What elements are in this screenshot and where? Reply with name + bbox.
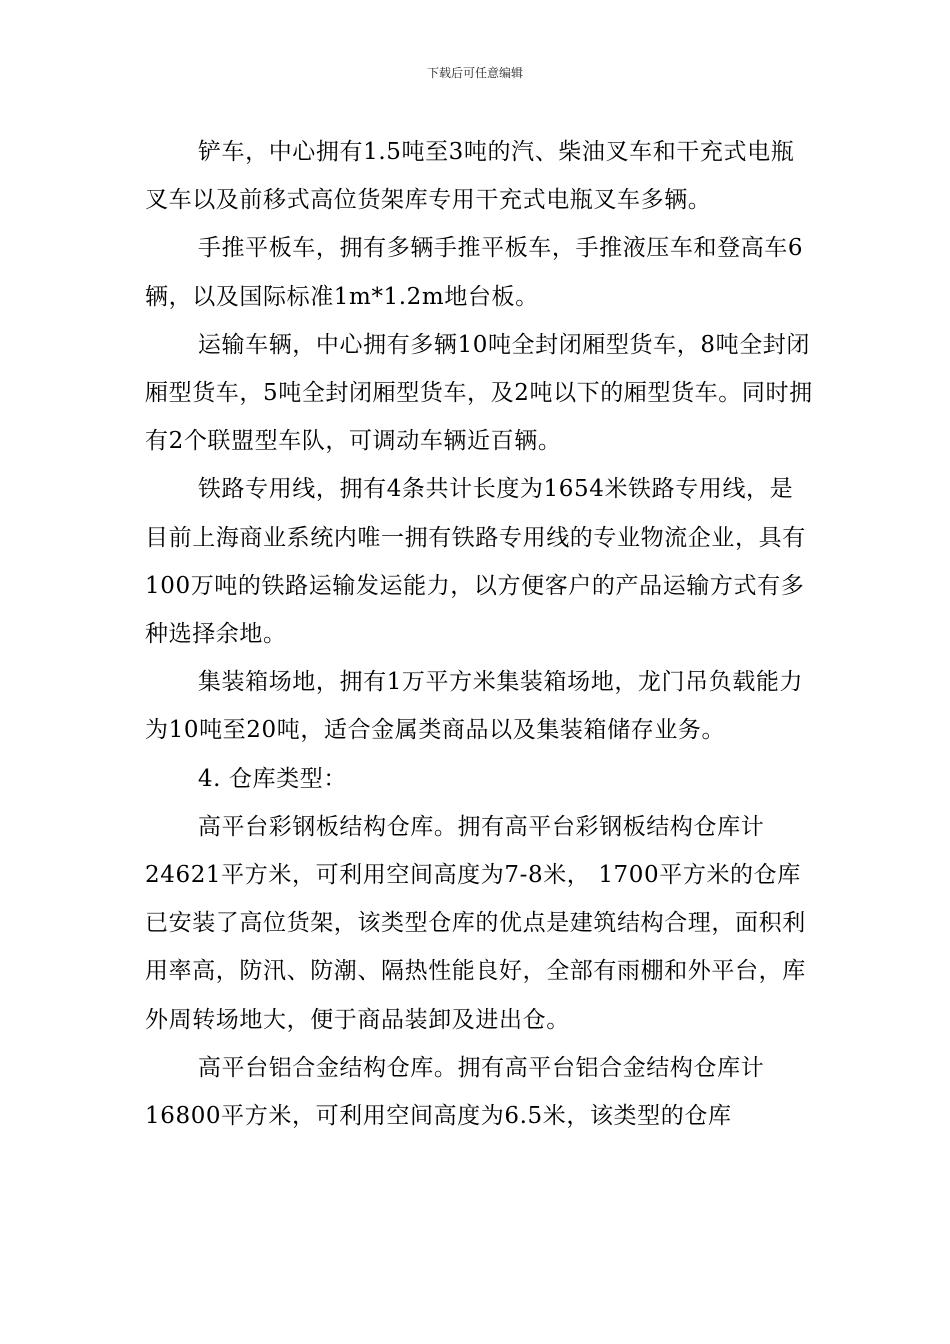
paragraph-container-yard: 集装箱场地，拥有1万平方米集装箱场地，龙门吊负载能力为10吨至20吨，适合金属类商品以及集装箱储存业务。 (145, 669, 804, 744)
paragraph-railway-line: 铁路专用线，拥有4条共计长度为1654米铁路专用线，是目前上海商业系统内唯一拥有铁路专用线的专业物流企业，具有100万吨的铁路运输发运能力，以方便客户的产品运输方式有多种选择余地。 (145, 476, 806, 648)
paragraph-steel-warehouse: 高平台彩钢板结构仓库。拥有高平台彩钢板结构仓库计24621平方米，可利用空间高度为7-8米， 1700平方米的仓库已安装了高位货架，该类型仓库的优点是建筑结构合理，面积利用率高，防汛、防潮、隔热性能良好，全部有雨棚和外平台，库外周转场地大，便于商品装卸及进出仓。 (145, 813, 806, 1033)
section-heading-warehouse-types: 4. 仓库类型： (197, 765, 347, 792)
paragraph-forklift: 铲车，中心拥有1.5吨至3吨的汽、柴油叉车和干充式电瓶叉车以及前移式高位货架库专用干充式电瓶叉车多辆。 (145, 139, 795, 214)
paragraph-aluminum-warehouse: 高平台铝合金结构仓库。拥有高平台铝合金结构仓库计16800平方米，可利用空间高度为6.5米，该类型的仓库 (145, 1054, 765, 1130)
paragraph-transport-vehicles: 运输车辆，中心拥有多辆10吨全封闭厢型货车，8吨全封闭厢型货车，5吨全封闭厢型货车，及2吨以下的厢型货车。同时拥有2个联盟型车队，可调动车辆近百辆。 (145, 331, 813, 455)
page-header: 下载后可任意编辑 (426, 66, 523, 80)
paragraph-hand-cart: 手推平板车，拥有多辆手推平板车，手推液压车和登高车6辆，以及国际标准1m*1.2m地台板。 (145, 235, 804, 310)
document-body (145, 128, 813, 1140)
